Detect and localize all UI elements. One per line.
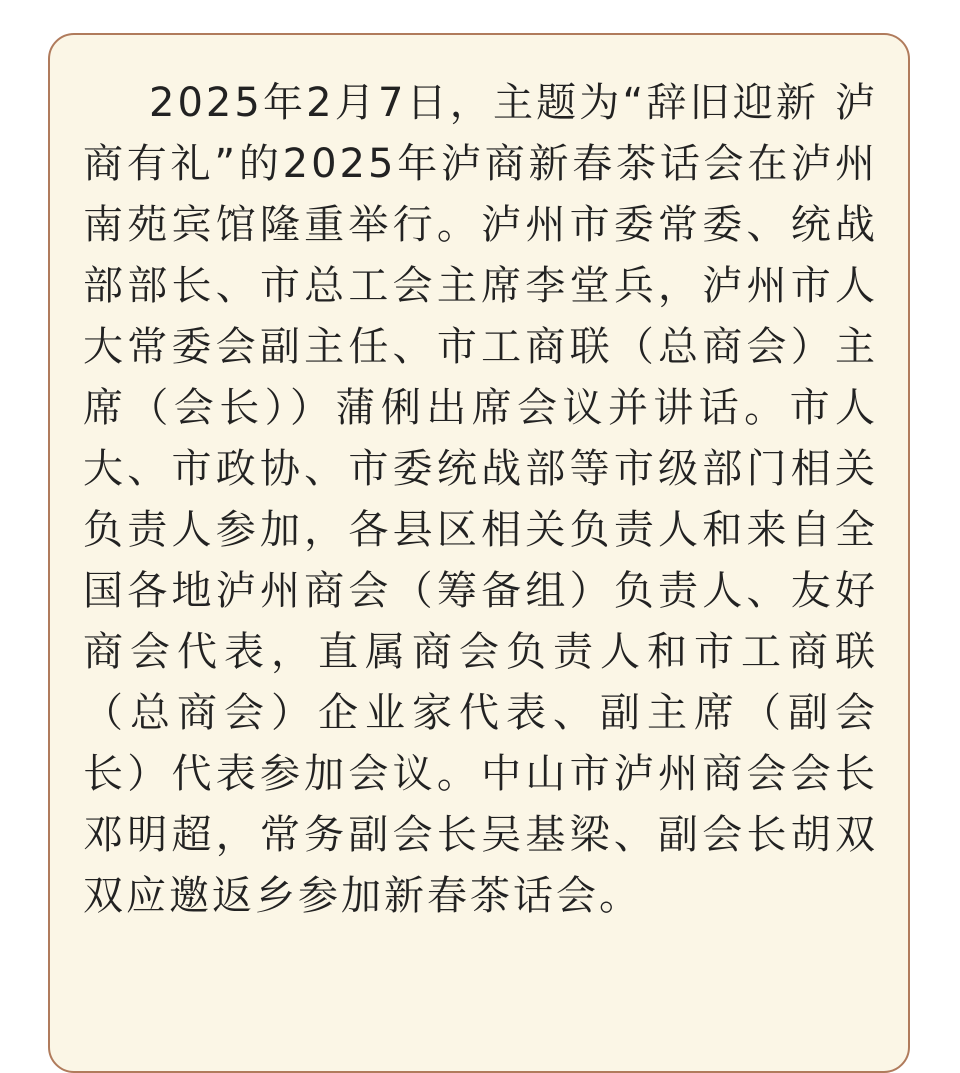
article-paragraph: 2025年2月7日，主题为“辞旧迎新 泸商有礼”的2025年泸商新春茶话会在泸州南苑宾馆隆重举行。泸州市委常委、统战部部长、市总工会主席李堂兵，泸州市人大常委会副主任、市工商联（总商会）主席（会长））蒲俐出席会议并讲话。市人大、市政协、市委统战部等市级部门相关负责人参加，各县区相关负责人和来自全国各地泸州商会（筹备组）负责人、友好商会代表，直属商会负责人和市工商联（总商会）企业家代表、副主席（副会长）代表参加会议。中山市泸州商会会长邓明超，常务副会长吴基梁、副会长胡双双应邀返乡参加新春茶话会。 <box>83 80 878 919</box>
article-card <box>48 33 910 1073</box>
